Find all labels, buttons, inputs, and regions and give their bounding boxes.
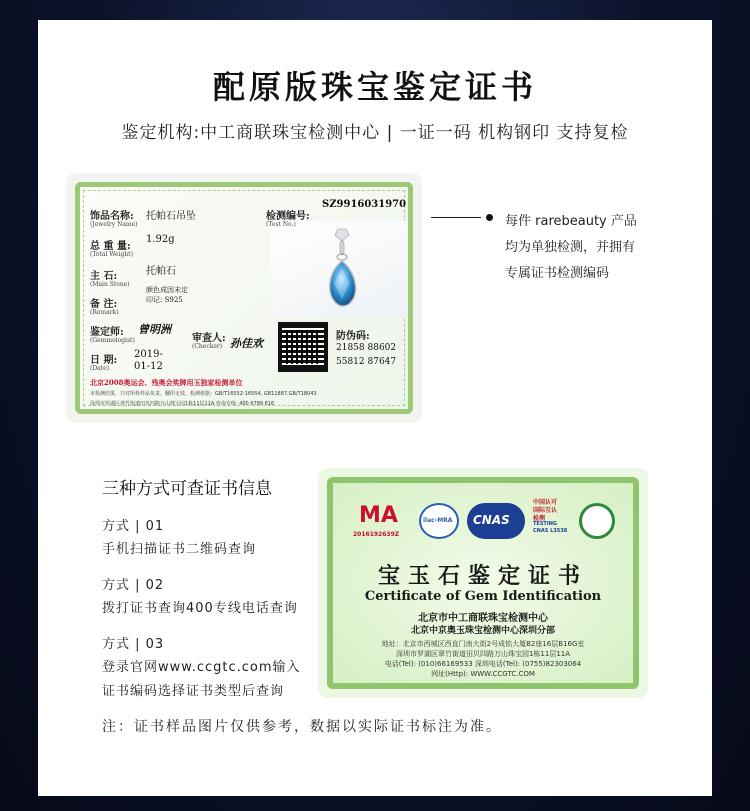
date-en: (Date) [90,365,110,372]
cma-line-4: TESTING [533,521,557,527]
checker-signature: 孙佳欢 [230,337,263,350]
cnas-text: CNAS [473,513,510,527]
test-no-value: SZ9916031970 [322,199,407,210]
date-line-2: 01-12 [134,361,163,372]
methods-title: 三种方式可查证书信息 [102,479,272,499]
certificate-cover [318,468,648,698]
certificate-cover-frame [327,477,639,689]
weight-label: 总 重 量: [90,241,131,252]
seal-logo-icon [579,503,615,539]
callout-line [431,217,481,218]
stone-label: 主 石: [90,271,118,282]
footer-note: 注：证书样品图片仅供参考，数据以实际证书标注为准。 [102,719,502,735]
stone-value: 托帕石 [146,266,176,277]
method-2-label: 方式 | 02 [102,578,165,593]
weight-en: (Total Weight) [90,251,133,258]
checker-en: (Checker) [192,343,223,350]
callout-note [505,209,637,287]
cma-line-2: 国际互认 [533,507,558,514]
remark-line-2: 印记: S925 [146,296,183,304]
callout-line-3: 专属证书检测编码 [505,266,610,281]
cover-title-en: Certificate of Gem Identification [364,589,602,604]
callout-line-2: 均为单独检测，并拥有 [505,240,636,255]
anti-fake-label: 防伪码: [336,331,370,342]
anti-fake-code-1: 21858 88602 [336,343,397,353]
topaz-pendant-icon [270,221,410,317]
item-name-value: 托帕石吊坠 [146,211,196,222]
olympic-note: 北京2008奥运会、残奥会奖牌用玉独家检测单位 [90,378,243,387]
cma-line-5: CNAS L3538 [533,528,568,534]
cma-line-3: 检测 [533,515,546,522]
method-1-label: 方式 | 01 [102,519,165,534]
cover-phone: 电话(Tel): (010)66169533 深圳电话(Tel): (0755)82303064 [384,660,582,668]
test-no-en: (Test No.) [266,221,296,228]
fine-print-1: 本检测结果，只对所检样品负责。翻印无效。检测依据：GB/T16552-16554, GB11887,GB/T18043 [90,391,317,397]
gemmologist-label: 鉴定师: [90,327,124,338]
remark-label: 备 注: [90,299,118,310]
cover-website: 网址(Http): WWW.CCGTC.COM [431,670,535,678]
ilac-text: ilac-MRA [423,517,453,524]
stone-en: (Main Stone) [90,281,130,288]
product-photo [270,221,410,317]
method-1-text: 手机扫描证书二维码查询 [102,542,257,557]
page-subtitle: 鉴定机构:中工商联珠宝检测中心 | 一证一码 机构钢印 支持复检 [121,123,629,143]
page-title: 配原版珠宝鉴定证书 [212,68,537,106]
method-3-text-2: 证书编码选择证书类型后查询 [102,684,285,699]
ma-text: MA [359,503,398,528]
weight-value: 1.92g [146,234,175,245]
anti-fake-code-2: 55812 87647 [336,357,397,367]
cover-org-1: 北京市中工商联珠宝检测中心 [418,613,548,624]
gemmologist-signature: 曾明洲 [138,323,171,336]
item-name-en: (Jewelry Name) [90,221,138,228]
item-name-label: 饰品名称: [90,211,134,222]
method-2-text: 拨打证书查询400专线电话查询 [102,601,298,616]
date-label: 日 期: [90,355,118,366]
cover-address-2: 深圳市罗湖区翠竹街道田贝四路万山珠宝园1栋11层11A [395,650,571,658]
cover-title-cn: 宝玉石鉴定证书 [377,563,588,589]
cover-address-1: 地址：北京市西城区西直门南大街2号成铭大厦B2座16层B16G室 [381,640,585,648]
date-line-1: 2019- [134,349,163,360]
remark-line-1: 颜色成因未定 [146,286,188,294]
remark-en: (Remark) [90,309,119,316]
accreditation-text [533,497,583,533]
certificate-sample [66,173,422,423]
qr-code [278,322,328,372]
gemmologist-en: (Gemmologist) [90,337,135,344]
checker-label: 审查人: [192,333,226,344]
method-3-text-1: 登录官网www.ccgtc.com输入 [102,660,301,675]
cma-logo [353,503,403,539]
cover-org-2: 北京中京奥玉珠宝检测中心深圳分部 [410,626,555,636]
cnas-logo [467,503,525,539]
callout-line-1: 每件 rarebeauty 产品 [505,214,637,229]
fine-print-2: 深圳市罗湖区翠竹街道田贝四路万山珠宝园1栋11层11A 咨询专线: 400 6789 616 [90,401,275,407]
test-no-label: 检测编号: [266,211,310,222]
method-3-label: 方式 | 03 [102,637,165,652]
certificate-sample-frame [75,182,413,414]
ma-code: 2016192639Z [353,531,400,538]
callout-dot [486,214,493,221]
cma-line-1: 中国认可 [533,499,558,506]
ilac-logo [419,503,459,539]
